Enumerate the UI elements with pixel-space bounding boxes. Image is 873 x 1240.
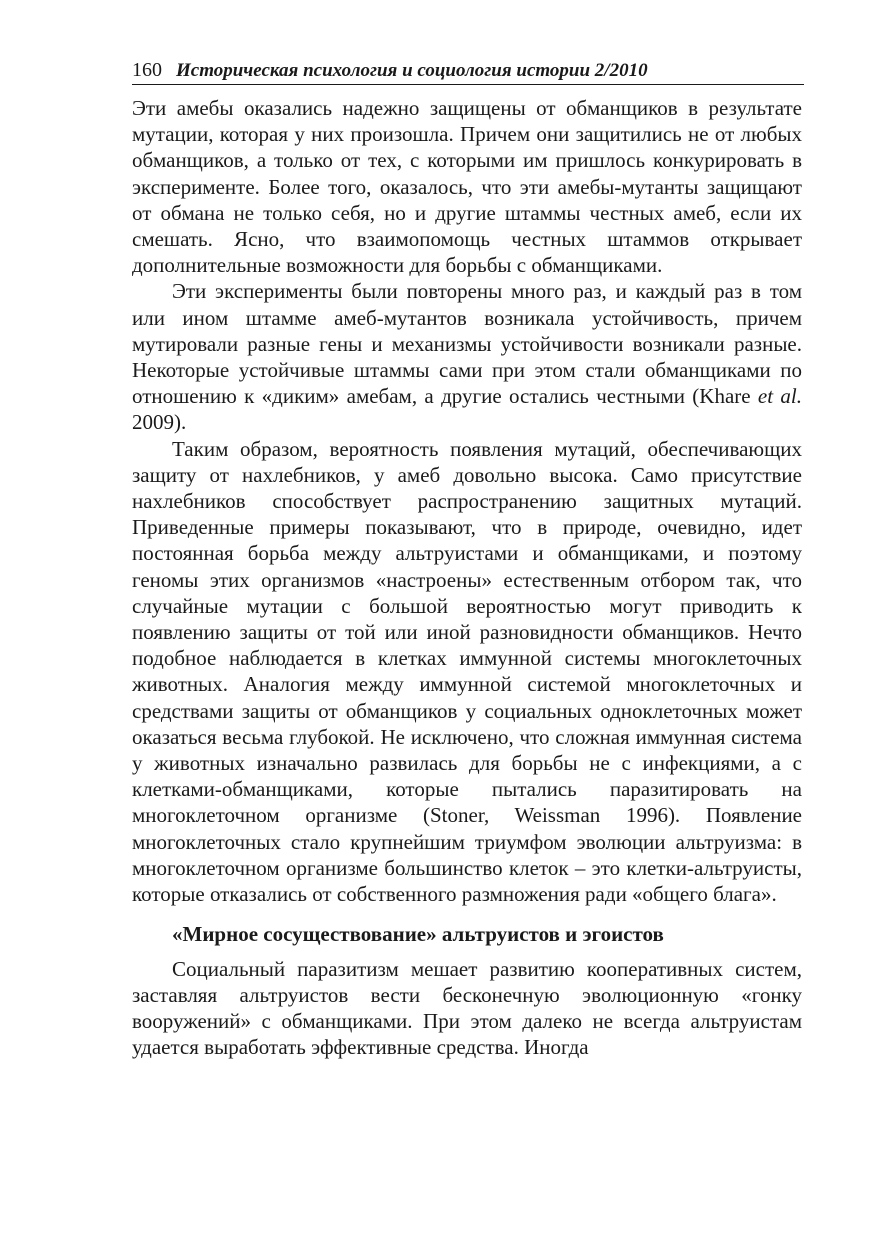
- section-heading: «Мирное сосуществование» альтруистов и эгоистов: [172, 922, 664, 947]
- paragraph: [132, 278, 802, 435]
- paragraph: Социальный паразитизм мешает развитию кооперативных систем, заставляя альтруистов вести бесконечную эволюционную «гонку вооружений» с обманщиками. При этом далеко не всегда альтруистам удается выработать эффективные средства. Иногда: [132, 956, 802, 1060]
- page-header: [132, 58, 804, 85]
- citation-et-al: et al.: [757, 384, 802, 409]
- paragraph: Таким образом, вероятность появления мутаций, обеспечивающих защиту от нахлебников, у амеб довольно высока. Само присутствие нахлебников способствует распространению защитных мутаций. Приведенные примеры показывают, что в природе, очевидно, идет постоянная борьба между альтруистами и обманщиками, и поэтому геномы этих организмов «настроены» естественным отбором так, что случайные мутации с большой вероятностью могут приводить к появлению защиты от той или иной разновидности обманщиков. Нечто подобное наблюдается в клетках иммунной системы многоклеточных животных. Аналогия между иммунной системой многоклеточных и средствами защиты от обманщиков у социальных одноклеточных может оказаться весьма глубокой. Не исключено, что сложная иммунная система у животных изначально развилась для борьбы не с инфекциями, а с клетками-обманщиками, которые пытались паразитировать на многоклеточном организме (Stoner, Weissman 1996). Появление многоклеточных стало крупнейшим триумфом эволюции альтруизма: в многоклеточном организме большинство клеток – это клетки-альтруисты, которые отказались от собственного размножения ради «общего блага».: [132, 436, 802, 907]
- paragraph: Эти амебы оказались надежно защищены от обманщиков в результате мутации, которая у них произошла. Причем они защитились не от любых обманщиков, а только от тех, с которыми им пришлось конкурировать в эксперименте. Более того, оказалось, что эти амебы-мутанты защищают от обмана не только себя, но и другие штаммы честных амеб, если их смешать. Ясно, что взаимопомощь честных штаммов открывает дополнительные возможности для борьбы с обманщиками.: [132, 96, 802, 278]
- text-body: [132, 95, 802, 1060]
- page-number: 160: [132, 59, 162, 81]
- paragraph-text: Эти эксперименты были повторены много раз, и каждый раз в том или ином штамме амеб-мутантов возникала устойчивость, причем мутировали разные гены и механизмы устойчивости возникали разные. Некоторые устойчивые штаммы сами при этом стали обманщиками по отношению к «диким» амебам, а другие остались честными (Khare: [132, 279, 802, 409]
- journal-title: Историческая психология и социология истории 2/2010: [176, 60, 648, 81]
- paragraph-text-end: 2009).: [132, 410, 187, 435]
